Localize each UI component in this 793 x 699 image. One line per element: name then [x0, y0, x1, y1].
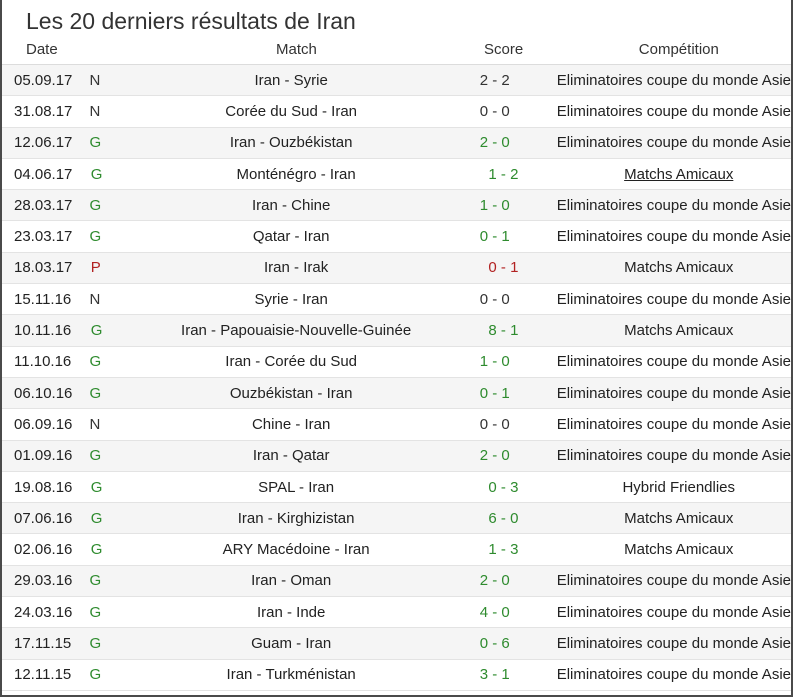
row-competition: Eliminatoires coupe du monde Asie — [556, 634, 791, 652]
row-date: 19.08.16 — [14, 478, 73, 496]
row-result: N — [89, 102, 101, 120]
table-row — [2, 128, 791, 159]
row-score[interactable]: 2 - 0 — [479, 572, 510, 590]
row-result: N — [89, 415, 101, 433]
row-result: G — [89, 572, 102, 590]
row-match[interactable]: Iran - Syrie — [254, 71, 328, 89]
row-date: 31.08.17 — [14, 102, 73, 120]
row-date: 02.06.16 — [14, 541, 73, 559]
row-result: G — [89, 634, 102, 652]
row-score[interactable]: 0 - 1 — [488, 259, 519, 277]
row-match[interactable]: Ouzbékistan - Iran — [229, 384, 353, 402]
row-result: G — [89, 384, 102, 402]
table-header — [2, 34, 791, 65]
row-score[interactable]: 1 - 0 — [479, 353, 510, 371]
results-table — [2, 65, 791, 691]
row-score[interactable]: 2 - 2 — [479, 71, 510, 89]
row-competition: Matchs Amicaux — [624, 259, 734, 277]
row-score[interactable]: 0 - 1 — [479, 228, 510, 246]
row-score[interactable]: 0 - 6 — [479, 634, 510, 652]
row-score[interactable]: 2 - 0 — [479, 134, 510, 152]
row-date: 28.03.17 — [14, 196, 73, 214]
row-score[interactable]: 0 - 0 — [479, 415, 510, 433]
row-date: 11.10.16 — [14, 353, 72, 371]
row-competition: Eliminatoires coupe du monde Asie — [556, 71, 791, 89]
row-date: 06.10.16 — [14, 384, 73, 402]
row-date: 24.03.16 — [14, 603, 73, 621]
row-date: 12.11.15 — [14, 666, 72, 684]
row-match[interactable]: Iran - Turkménistan — [226, 666, 356, 684]
row-result: G — [89, 134, 102, 152]
row-result: G — [89, 353, 102, 371]
table-row — [2, 96, 791, 127]
row-date: 10.11.16 — [14, 322, 72, 340]
row-date: 23.03.17 — [14, 228, 73, 246]
row-score[interactable]: 0 - 0 — [479, 290, 510, 308]
row-date: 05.09.17 — [14, 71, 73, 89]
row-match[interactable]: Iran - Corée du Sud — [225, 353, 358, 371]
row-competition: Eliminatoires coupe du monde Asie — [556, 353, 791, 371]
row-match[interactable]: Syrie - Iran — [254, 290, 328, 308]
row-result: G — [89, 666, 102, 684]
row-score[interactable]: 1 - 0 — [479, 196, 510, 214]
row-match[interactable]: Iran - Kirghizistan — [237, 509, 355, 527]
row-score[interactable]: 0 - 3 — [488, 478, 519, 496]
table-row — [2, 597, 791, 628]
row-competition[interactable]: Matchs Amicaux — [624, 165, 734, 183]
row-date: 15.11.16 — [14, 290, 72, 308]
row-date: 18.03.17 — [14, 259, 73, 277]
table-row — [2, 503, 791, 534]
page-title: Les 20 derniers résultats de Iran — [26, 8, 356, 34]
table-row — [2, 378, 791, 409]
row-match[interactable]: Iran - Ouzbékistan — [229, 134, 353, 152]
row-result: G — [90, 541, 103, 559]
row-result: G — [90, 322, 103, 340]
row-date: 29.03.16 — [14, 572, 73, 590]
row-result: G — [90, 509, 103, 527]
row-competition: Eliminatoires coupe du monde Asie — [556, 384, 791, 402]
row-match[interactable]: SPAL - Iran — [258, 478, 335, 496]
table-row — [2, 221, 791, 252]
table-row — [2, 472, 791, 503]
row-match[interactable]: Iran - Oman — [251, 572, 332, 590]
header-match: Match — [276, 40, 317, 58]
row-score[interactable]: 6 - 0 — [488, 509, 519, 527]
row-score[interactable]: 2 - 0 — [479, 447, 510, 465]
row-result: G — [89, 196, 102, 214]
table-row — [2, 159, 791, 190]
row-match[interactable]: Chine - Iran — [251, 415, 331, 433]
table-row — [2, 409, 791, 440]
row-date: 06.09.16 — [14, 415, 73, 433]
row-score[interactable]: 1 - 2 — [488, 165, 519, 183]
table-row — [2, 65, 791, 96]
row-match[interactable]: Iran - Chine — [251, 196, 331, 214]
row-match[interactable]: Iran - Irak — [264, 259, 329, 277]
row-competition: Eliminatoires coupe du monde Asie — [556, 290, 791, 308]
row-match[interactable]: Iran - Papouaisie-Nouvelle-Guinée — [181, 322, 412, 340]
row-competition: Hybrid Friendlies — [622, 478, 736, 496]
row-score[interactable]: 3 - 1 — [479, 666, 510, 684]
row-match[interactable]: Qatar - Iran — [252, 228, 330, 246]
row-result: G — [89, 603, 102, 621]
row-score[interactable]: 0 - 0 — [479, 102, 510, 120]
row-result: P — [90, 259, 101, 277]
row-score[interactable]: 4 - 0 — [479, 603, 510, 621]
row-match[interactable]: Guam - Iran — [251, 634, 332, 652]
row-match[interactable]: ARY Macédoine - Iran — [222, 541, 370, 559]
row-match[interactable]: Iran - Qatar — [252, 447, 330, 465]
row-competition: Matchs Amicaux — [624, 509, 734, 527]
row-result: G — [89, 228, 102, 246]
row-competition: Eliminatoires coupe du monde Asie — [556, 572, 791, 590]
row-date: 01.09.16 — [14, 447, 73, 465]
table-row — [2, 534, 791, 565]
row-match[interactable]: Corée du Sud - Iran — [225, 102, 358, 120]
row-competition: Eliminatoires coupe du monde Asie — [556, 196, 791, 214]
row-score[interactable]: 1 - 3 — [488, 541, 519, 559]
row-result: N — [89, 71, 101, 89]
header-competition: Compétition — [638, 40, 719, 58]
header-score: Score — [484, 40, 524, 58]
table-row — [2, 628, 791, 659]
table-row — [2, 660, 791, 691]
row-competition: Eliminatoires coupe du monde Asie — [556, 666, 791, 684]
row-competition: Matchs Amicaux — [624, 322, 734, 340]
row-result: G — [89, 447, 102, 465]
row-competition: Matchs Amicaux — [624, 541, 734, 559]
row-date: 04.06.17 — [14, 165, 73, 183]
table-row — [2, 347, 791, 378]
table-row — [2, 315, 791, 346]
row-competition: Eliminatoires coupe du monde Asie — [556, 415, 791, 433]
row-competition: Eliminatoires coupe du monde Asie — [556, 228, 791, 246]
row-competition: Eliminatoires coupe du monde Asie — [556, 603, 791, 621]
row-result: G — [90, 478, 103, 496]
table-row — [2, 284, 791, 315]
row-match[interactable]: Iran - Inde — [256, 603, 326, 621]
table-row — [2, 441, 791, 472]
row-competition: Eliminatoires coupe du monde Asie — [556, 102, 791, 120]
row-match[interactable]: Monténégro - Iran — [236, 165, 356, 183]
table-row — [2, 190, 791, 221]
header-date: Date — [26, 40, 58, 58]
row-score[interactable]: 0 - 1 — [479, 384, 510, 402]
row-competition: Eliminatoires coupe du monde Asie — [556, 134, 791, 152]
row-date: 12.06.17 — [14, 134, 73, 152]
row-score[interactable]: 8 - 1 — [488, 322, 519, 340]
row-competition: Eliminatoires coupe du monde Asie — [556, 447, 791, 465]
row-date: 17.11.15 — [14, 634, 72, 652]
table-row — [2, 253, 791, 284]
table-row — [2, 566, 791, 597]
row-result: N — [89, 290, 101, 308]
row-result: G — [90, 165, 103, 183]
row-date: 07.06.16 — [14, 509, 73, 527]
